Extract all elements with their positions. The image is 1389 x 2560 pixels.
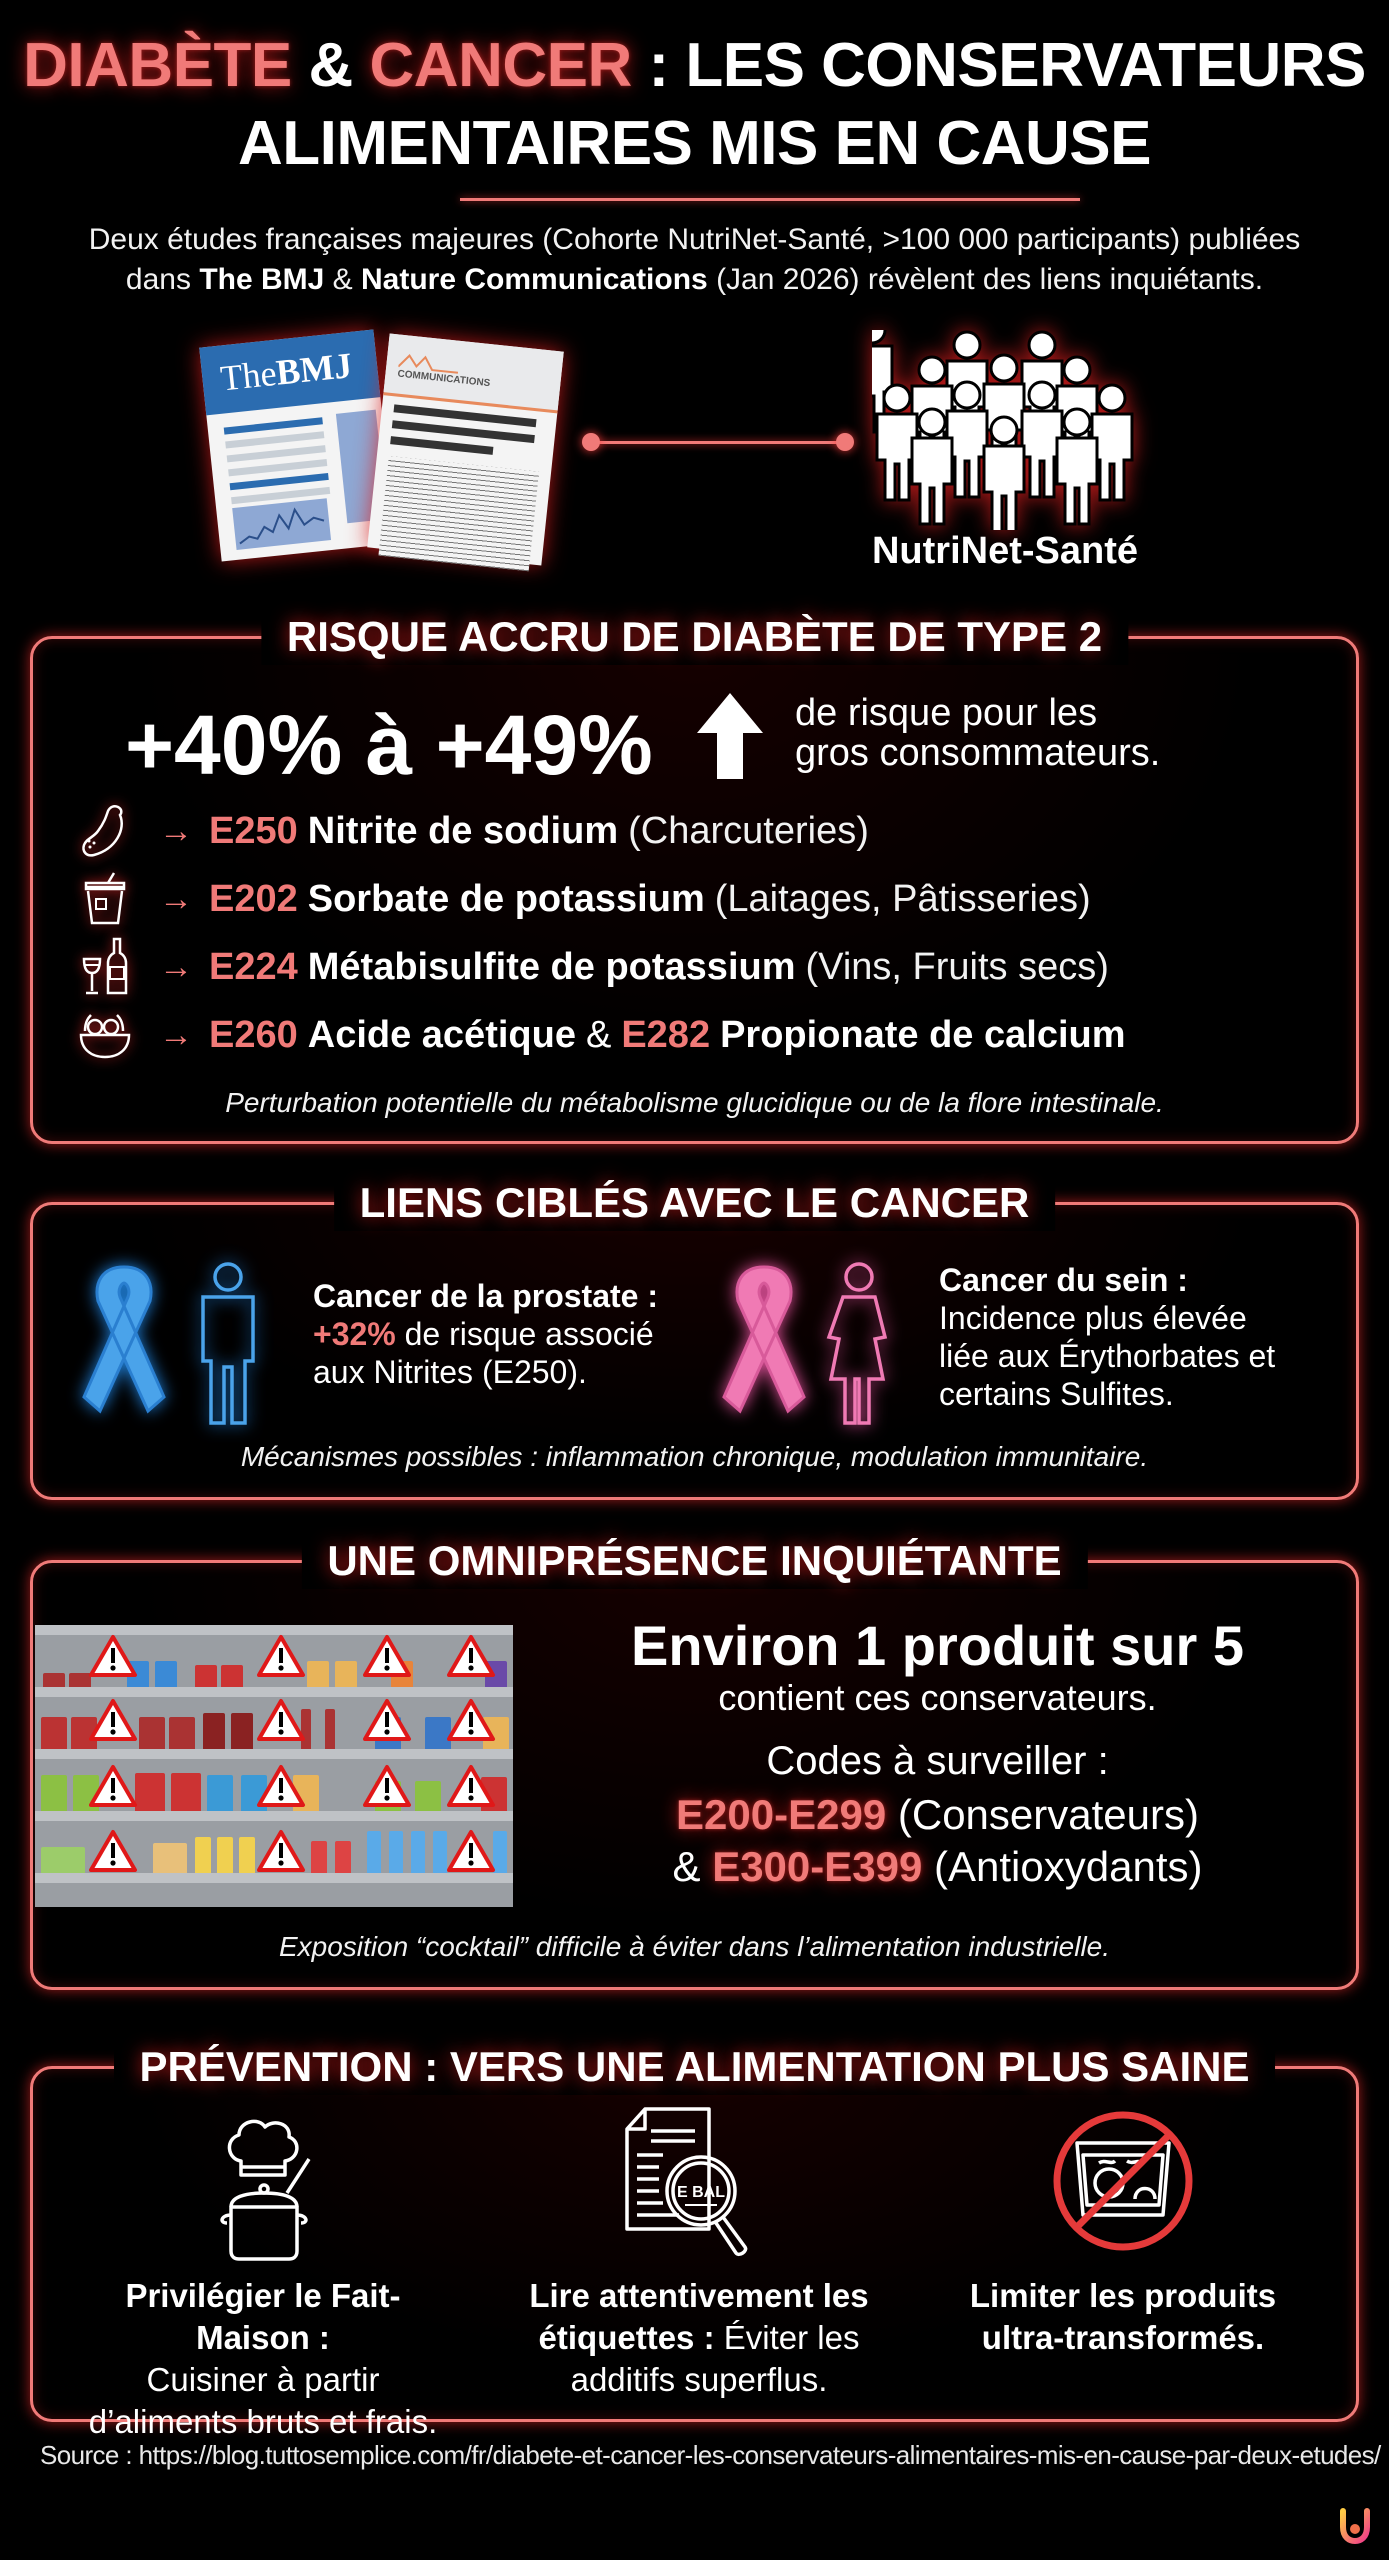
code-range-desc: (Conservateurs) — [886, 1791, 1199, 1838]
bmj-logo: BMJ — [274, 344, 354, 393]
prevention-line: additifs superflus. — [570, 2361, 828, 2398]
prevention-line: Cuisiner à partir — [146, 2361, 380, 2398]
prevention-item-labels — [509, 2103, 889, 2401]
journal-bmj-name: The BMJ — [199, 263, 325, 296]
additive-row-e224 — [73, 935, 1109, 999]
breast-text-line: liée aux Érythorbates et — [939, 1338, 1276, 1374]
prostate-text-line: de risque associé — [395, 1316, 654, 1352]
codes-label: Codes à surveiller : — [766, 1739, 1109, 1783]
intro-text: dans — [125, 263, 200, 296]
code-range-1 — [513, 1791, 1362, 1839]
connector-dot — [836, 433, 854, 451]
label-magnifier-icon — [619, 2103, 779, 2263]
title-ampersand: & — [291, 31, 370, 100]
additive-code: E202 — [209, 877, 298, 920]
additive-row-e260-e282 — [73, 1003, 1136, 1067]
nc-text-lines — [378, 456, 539, 571]
intro-text: (Jan 2026) révèlent des liens inquiétants. — [707, 263, 1264, 296]
woman-icon — [821, 1261, 897, 1427]
additive-name: Métabisulfite de potassium — [307, 945, 796, 988]
prevention-heading: Privilégier le Fait-Maison : — [125, 2277, 401, 2356]
prevention-heading: Limiter les produits — [969, 2277, 1277, 2314]
code-range-antioxidants: E300-E399 — [712, 1843, 923, 1890]
intro-line-1: Deux études françaises majeures (Cohorte NutriNet-Santé, >100 000 participants) publiées — [88, 223, 1301, 256]
wine-bottle-icon — [73, 935, 137, 999]
code-range-2 — [513, 1843, 1362, 1891]
nc-header — [383, 333, 564, 413]
title-divider — [460, 198, 1080, 201]
prevention-heading: étiquettes : — [538, 2319, 715, 2356]
breast-cancer-block — [709, 1261, 1349, 1431]
section-omnipresence — [30, 1537, 1359, 1990]
code-range-desc: (Antioxydants) — [922, 1843, 1203, 1890]
arrow-right-icon: → — [159, 947, 193, 986]
journal-nature-name: Nature Communications — [361, 263, 708, 296]
section-title: RISQUE ACCRU DE DIABÈTE DE TYPE 2 — [261, 609, 1128, 665]
diabetes-note: Perturbation potentielle du métabolisme glucidique ou de la flore intestinale. — [225, 1087, 1164, 1118]
prostate-stat: +32% — [313, 1316, 396, 1352]
prevention-line: Éviter les — [714, 2319, 860, 2356]
intro-line-2 — [20, 260, 1369, 300]
prevention-heading: Lire attentivement les — [529, 2277, 869, 2314]
additive-code: E260 — [209, 1013, 298, 1056]
diabetes-risk-description — [795, 693, 1160, 773]
nature-communications-illustration — [367, 333, 564, 565]
sausage-icon — [73, 799, 137, 863]
bmj-banner — [199, 329, 380, 415]
prevention-item-homemade — [73, 2103, 453, 2443]
intro-text: & — [324, 263, 362, 296]
section-cancer — [30, 1179, 1359, 1500]
ampersand: & — [672, 1843, 713, 1890]
breast-heading: Cancer du sein : — [939, 1262, 1188, 1298]
section-title: LIENS CIBLÉS AVEC LE CANCER — [334, 1175, 1056, 1231]
svg-text:E BAL: E BAL — [677, 2184, 725, 2201]
main-title-line-2: ALIMENTAIRES MIS EN CAUSE — [238, 109, 1151, 178]
warning-triangles — [35, 1625, 513, 1907]
prostate-text — [313, 1277, 658, 1391]
section-diabetes — [30, 613, 1359, 1144]
title-accent-cancer: CANCER — [369, 31, 632, 100]
prostate-cancer-block — [69, 1261, 689, 1431]
breast-text — [939, 1261, 1275, 1413]
breast-text-line: Incidence plus élevée — [939, 1300, 1247, 1336]
desc-line: de risque pour les — [795, 692, 1098, 734]
salad-bowl-icon — [73, 1003, 137, 1067]
arrow-right-icon: → — [159, 1015, 193, 1054]
bmj-chart — [232, 498, 331, 550]
code-range-preservatives: E200-E299 — [676, 1791, 887, 1838]
no-processed-food-icon — [1043, 2103, 1203, 2263]
breast-text-line: certains Sulfites. — [939, 1376, 1174, 1412]
prevention-text — [509, 2275, 889, 2401]
prevention-text — [933, 2275, 1313, 2359]
additive-row-e250 — [73, 799, 869, 863]
prevention-line: d’aliments bruts et frais. — [88, 2403, 438, 2440]
source-link[interactable]: Source : https://blog.tuttosemplice.com/fr/diabete-et-cancer-les-conservateurs-alimentaires-mis-en-cause-par-deux-etudes/ — [40, 2440, 1381, 2470]
omni-subline: contient ces conservateurs. — [718, 1677, 1157, 1718]
additive-name: Acide acétique — [307, 1013, 576, 1056]
nc-logo: COMMUNICATIONS — [396, 368, 491, 390]
title-rest: : LES CONSERVATEURS — [631, 31, 1366, 100]
chef-pot-icon — [193, 2103, 333, 2263]
title-accent-diabete: DIABÈTE — [23, 31, 292, 100]
arrow-up-icon — [695, 691, 765, 781]
additive-row-e202 — [73, 867, 1091, 931]
supermarket-shelf-illustration — [35, 1625, 513, 1907]
bmj-journal-illustration — [199, 329, 396, 561]
diabetes-risk-stat: +40% à +49% — [125, 698, 653, 792]
additive-name: Sorbate de potassium — [307, 877, 705, 920]
additive-code: E224 — [209, 945, 298, 988]
additive-use: (Vins, Fruits secs) — [805, 945, 1109, 988]
section-title: PRÉVENTION : VERS UNE ALIMENTATION PLUS SAINE — [114, 2039, 1276, 2095]
arrow-right-icon: → — [159, 879, 193, 918]
omni-note: Exposition “cocktail” difficile à éviter dans l’alimentation industrielle. — [278, 1931, 1111, 1962]
blue-ribbon-icon — [69, 1261, 179, 1427]
cohort-label: NutriNet-Santé — [871, 530, 1139, 572]
additive-code: E282 — [621, 1013, 711, 1056]
connector-line — [590, 441, 845, 444]
additive-use: (Charcuteries) — [628, 809, 869, 852]
pink-ribbon-icon — [709, 1261, 819, 1427]
main-title-line-1 — [0, 28, 1389, 104]
prostate-text-line: aux Nitrites (E250). — [313, 1354, 587, 1390]
prevention-item-ultra-processed — [933, 2103, 1313, 2359]
additive-name: Propionate de calcium — [720, 1013, 1126, 1056]
prostate-heading: Cancer de la prostate : — [313, 1278, 658, 1314]
man-icon — [193, 1261, 263, 1427]
section-title: UNE OMNIPRÉSENCE INQUIÉTANTE — [301, 1533, 1087, 1589]
additive-name: Nitrite de sodium — [307, 809, 619, 852]
yogurt-cup-icon — [73, 867, 137, 931]
ampersand: & — [585, 1013, 612, 1056]
cancer-note: Mécanismes possibles : inflammation chronique, modulation immunitaire. — [240, 1441, 1149, 1472]
desc-line: gros consommateurs. — [795, 732, 1161, 774]
arrow-right-icon: → — [159, 811, 193, 850]
section-prevention — [30, 2043, 1359, 2440]
connector-dot — [582, 433, 600, 451]
additive-use: (Laitages, Pâtisseries) — [714, 877, 1091, 920]
crowd-icon — [872, 330, 1137, 530]
decorative-bar — [390, 436, 493, 455]
prevention-heading: ultra-transformés. — [981, 2319, 1265, 2356]
brand-logo-icon — [1335, 2505, 1375, 2545]
additive-code: E250 — [209, 809, 298, 852]
bmj-the: The — [218, 352, 279, 399]
prevention-text — [73, 2275, 453, 2443]
omni-headline: Environ 1 produit sur 5 — [631, 1614, 1244, 1677]
